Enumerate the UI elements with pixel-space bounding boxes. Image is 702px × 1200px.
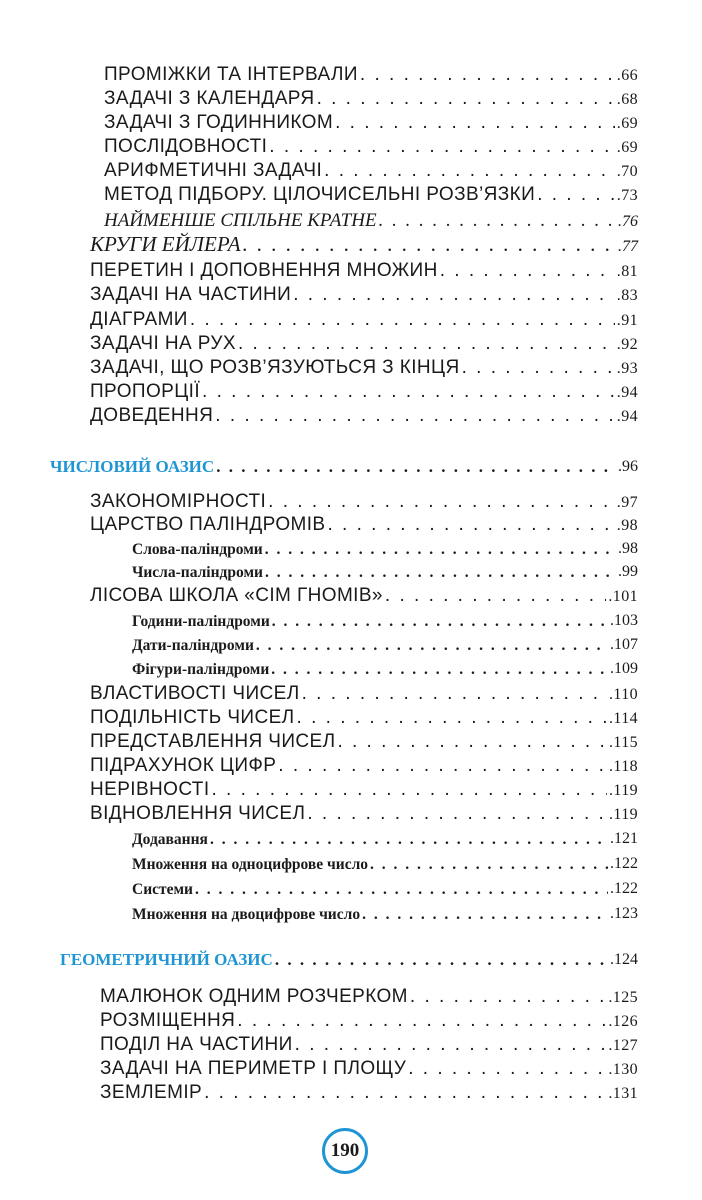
toc-entry-page: .97 xyxy=(616,494,638,511)
dot-leader xyxy=(272,614,608,630)
toc-entry-title: Системи xyxy=(132,880,193,898)
toc-entry-page: .70 xyxy=(616,163,638,180)
dot-leader xyxy=(537,185,615,204)
dot-leader xyxy=(379,211,616,230)
toc-entry-title: ПОДІЛЬНІСТЬ ЧИСЕЛ xyxy=(90,707,295,728)
dot-leader xyxy=(462,358,615,377)
toc-entry-title: КРУГИ ЕЙЛЕРА xyxy=(90,232,241,256)
toc-entry-page: .114 xyxy=(608,710,638,727)
dot-leader xyxy=(307,804,607,823)
toc-entry xyxy=(90,305,638,329)
dot-leader xyxy=(410,987,606,1006)
toc-entry-page: .122 xyxy=(610,880,638,897)
toc-entry-page: .69 xyxy=(616,115,638,132)
toc-entry-title: Множення на двоцифрове число xyxy=(132,905,361,923)
toc-entry-page: .121 xyxy=(610,830,638,847)
toc-entry-page: .94 xyxy=(616,384,638,401)
toc-entry-title: ПОДІЛ НА ЧАСТИНИ xyxy=(100,1034,293,1055)
dot-leader xyxy=(237,1011,606,1030)
toc-entry xyxy=(90,329,638,353)
toc-entry-page: .77 xyxy=(618,238,638,255)
toc-entry xyxy=(104,84,638,108)
toc-entry-title: ДІАГРАМИ xyxy=(90,309,188,330)
dot-leader xyxy=(202,382,615,401)
toc-entry-title: Множення на одноцифрове число xyxy=(132,855,369,873)
toc-entry-page: .131 xyxy=(608,1085,638,1102)
toc-entry xyxy=(132,898,638,922)
dot-leader xyxy=(265,542,616,558)
dot-leader xyxy=(271,662,608,678)
toc-entry-page: .96 xyxy=(618,458,638,475)
toc-entry xyxy=(100,1078,638,1102)
toc-entry-title: Дати-паліндроми xyxy=(132,636,254,654)
toc-entry xyxy=(90,703,638,727)
toc-entry-title: ЗЕМЛЕМІР xyxy=(100,1082,203,1103)
toc-entry-page: .92 xyxy=(616,336,638,353)
dot-leader xyxy=(215,406,615,425)
toc-entry xyxy=(104,132,638,156)
toc-entry xyxy=(132,873,638,897)
toc-entry-page: .68 xyxy=(616,91,638,108)
toc-entry-title: ДОВЕДЕННЯ xyxy=(90,405,214,426)
dot-leader xyxy=(440,261,615,280)
toc-entry-title: АРИФМЕТИЧНІ ЗАДАЧІ xyxy=(104,160,323,181)
toc-entry-page: .99 xyxy=(618,563,638,580)
toc-entry-title: ЛІСОВА ШКОЛА «СІМ ГНОМІВ» xyxy=(90,585,383,606)
toc-entry xyxy=(132,653,638,677)
toc-entry-title: ПРОПОРЦІЇ xyxy=(90,381,201,402)
toc-entry xyxy=(100,1006,638,1030)
toc-entry xyxy=(90,377,638,401)
toc-entry xyxy=(100,982,638,1006)
toc-entry-title: ЗАДАЧІ З КАЛЕНДАРЯ xyxy=(104,88,315,109)
toc-entry-page: .125 xyxy=(608,989,638,1006)
toc-entry xyxy=(104,156,638,180)
dot-leader xyxy=(324,161,615,180)
toc-entry xyxy=(90,727,638,751)
toc-entry-title: НАЙМЕНШЕ СПІЛЬНЕ КРАТНЕ xyxy=(104,210,377,231)
dot-leader xyxy=(317,89,615,108)
toc-entry-title: ГЕОМЕТРИЧНИЙ ОАЗИС xyxy=(60,950,273,969)
toc-entry-page: .91 xyxy=(616,312,638,329)
toc-entry-page: .66 xyxy=(616,67,638,84)
toc-entry-title: Додавання xyxy=(132,830,208,848)
toc-entry-page: .122 xyxy=(610,855,638,872)
toc-entry xyxy=(100,1054,638,1078)
toc-entry xyxy=(90,280,638,304)
toc-entry-page: .107 xyxy=(610,636,638,653)
toc-entry xyxy=(104,206,638,230)
toc-entry xyxy=(90,581,638,605)
toc-entry xyxy=(100,1030,638,1054)
dot-leader xyxy=(278,756,607,775)
toc-entry-page: .81 xyxy=(616,263,638,280)
toc-entry-page: .76 xyxy=(618,213,638,230)
toc-entry-title: ПЕРЕТИН І ДОПОВНЕННЯ МНОЖИН xyxy=(90,260,438,281)
dot-leader xyxy=(268,492,615,511)
toc-entry-page: .93 xyxy=(616,360,638,377)
toc-section-heading xyxy=(60,944,638,968)
dot-leader xyxy=(408,1059,606,1078)
toc-entry-title: ВІДНОВЛЕННЯ ЧИСЕЛ xyxy=(90,803,306,824)
page-number-label: 190 xyxy=(330,1140,360,1161)
toc-entry xyxy=(104,108,638,132)
toc-entry-title: Фігури-паліндроми xyxy=(132,660,270,678)
toc-entry xyxy=(132,848,638,872)
toc-entry-title: МЕТОД ПІДБОРУ. ЦІЛОЧИСЕЛЬНІ РОЗВ’ЯЗКИ xyxy=(104,184,536,205)
toc-entry-page: .118 xyxy=(608,758,638,775)
toc-entry-title: ПІДРАХУНОК ЦИФР xyxy=(90,755,277,776)
dot-leader xyxy=(204,1083,606,1102)
toc-entry xyxy=(132,533,638,557)
toc-entry-title: ЦАРСТВО ПАЛІНДРОМІВ xyxy=(90,514,326,535)
dot-leader xyxy=(370,857,608,873)
dot-leader xyxy=(385,586,607,605)
toc-entry-page: .103 xyxy=(610,612,638,629)
toc-entry xyxy=(90,510,638,534)
toc-entry-page: .130 xyxy=(608,1061,638,1078)
dot-leader xyxy=(293,285,615,304)
toc-entry-page: .126 xyxy=(608,1013,638,1030)
toc-entry-page: .127 xyxy=(608,1037,638,1054)
toc-section-heading xyxy=(50,451,638,475)
toc-entry xyxy=(104,60,638,84)
toc-entry-title: НЕРІВНОСТІ xyxy=(90,779,210,800)
toc-entry-page: .69 xyxy=(616,139,638,156)
dot-leader xyxy=(190,310,615,329)
dot-leader xyxy=(210,832,608,848)
toc-entry-title: ЗАДАЧІ НА ЧАСТИНИ xyxy=(90,284,292,305)
toc-entry-page: .98 xyxy=(618,540,638,557)
toc-entry-page: .119 xyxy=(608,782,638,799)
toc-entry-title: Слова-паліндроми xyxy=(132,540,263,558)
toc-entry-page: .115 xyxy=(608,734,638,751)
dot-leader xyxy=(212,780,607,799)
toc-entry-title: ПРОМІЖКИ ТА ІНТЕРВАЛИ xyxy=(104,64,358,85)
toc-entry-page: .101 xyxy=(608,588,638,605)
toc-entry xyxy=(90,401,638,425)
toc-entry-page: .124 xyxy=(610,951,638,968)
toc-entry xyxy=(104,180,638,204)
toc-entry-title: Числа-паліндроми xyxy=(132,563,263,581)
dot-leader xyxy=(265,565,616,581)
dot-leader xyxy=(275,951,608,968)
toc-entry xyxy=(90,799,638,823)
dot-leader xyxy=(269,137,615,156)
dot-leader xyxy=(295,1035,607,1054)
toc-entry xyxy=(90,231,638,255)
dot-leader xyxy=(362,907,608,923)
toc-entry-page: .110 xyxy=(608,686,638,703)
dot-leader xyxy=(335,113,615,132)
dot-leader xyxy=(243,234,616,255)
toc-entry xyxy=(132,823,638,847)
toc-entry-page: .119 xyxy=(608,806,638,823)
toc-entry xyxy=(132,556,638,580)
toc-entry-page: .123 xyxy=(610,905,638,922)
toc-entry-title: ЗАДАЧІ, ЩО РОЗВ’ЯЗУЮТЬСЯ З КІНЦЯ xyxy=(90,357,460,378)
toc-entry-page: .73 xyxy=(616,187,638,204)
dot-leader xyxy=(216,458,616,475)
toc-entry xyxy=(90,679,638,703)
toc-entry xyxy=(90,751,638,775)
dot-leader xyxy=(327,515,614,534)
toc-entry-title: ЗАДАЧІ НА ПЕРИМЕТР І ПЛОЩУ xyxy=(100,1058,407,1079)
toc-entry-title: ЗАДАЧІ НА РУХ xyxy=(90,333,236,354)
toc-entry xyxy=(90,256,638,280)
dot-leader xyxy=(256,638,608,654)
dot-leader xyxy=(297,708,607,727)
toc-entry xyxy=(90,775,638,799)
toc-entry xyxy=(90,353,638,377)
toc-entry-title: ЗАДАЧІ З ГОДИННИКОМ xyxy=(104,112,334,133)
dot-leader xyxy=(360,65,615,84)
toc-entry-title: ПОСЛІДОВНОСТІ xyxy=(104,136,268,157)
toc-entry-title: РОЗМІЩЕННЯ xyxy=(100,1010,236,1031)
toc-entry-title: ЗАКОНОМІРНОСТІ xyxy=(90,491,267,512)
dot-leader xyxy=(337,732,607,751)
toc-entry-title: МАЛЮНОК ОДНИМ РОЗЧЕРКОМ xyxy=(100,986,408,1007)
page-number xyxy=(322,1128,368,1174)
toc-entry xyxy=(90,487,638,511)
dot-leader xyxy=(238,334,615,353)
toc-entry xyxy=(132,629,638,653)
toc-entry-title: ПРЕДСТАВЛЕННЯ ЧИСЕЛ xyxy=(90,731,336,752)
dot-leader xyxy=(195,882,608,898)
dot-leader xyxy=(302,684,607,703)
toc-entry-page: .94 xyxy=(616,408,638,425)
toc-entry-page: .109 xyxy=(610,660,638,677)
toc-entry-page: .98 xyxy=(616,517,638,534)
toc-entry xyxy=(132,605,638,629)
toc-entry-title: Години-паліндроми xyxy=(132,612,270,630)
toc-entry-page: .83 xyxy=(616,287,638,304)
toc-entry-title: ВЛАСТИВОСТІ ЧИСЕЛ xyxy=(90,683,300,704)
toc-entry-title: ЧИСЛОВИЙ ОАЗИС xyxy=(50,457,215,476)
